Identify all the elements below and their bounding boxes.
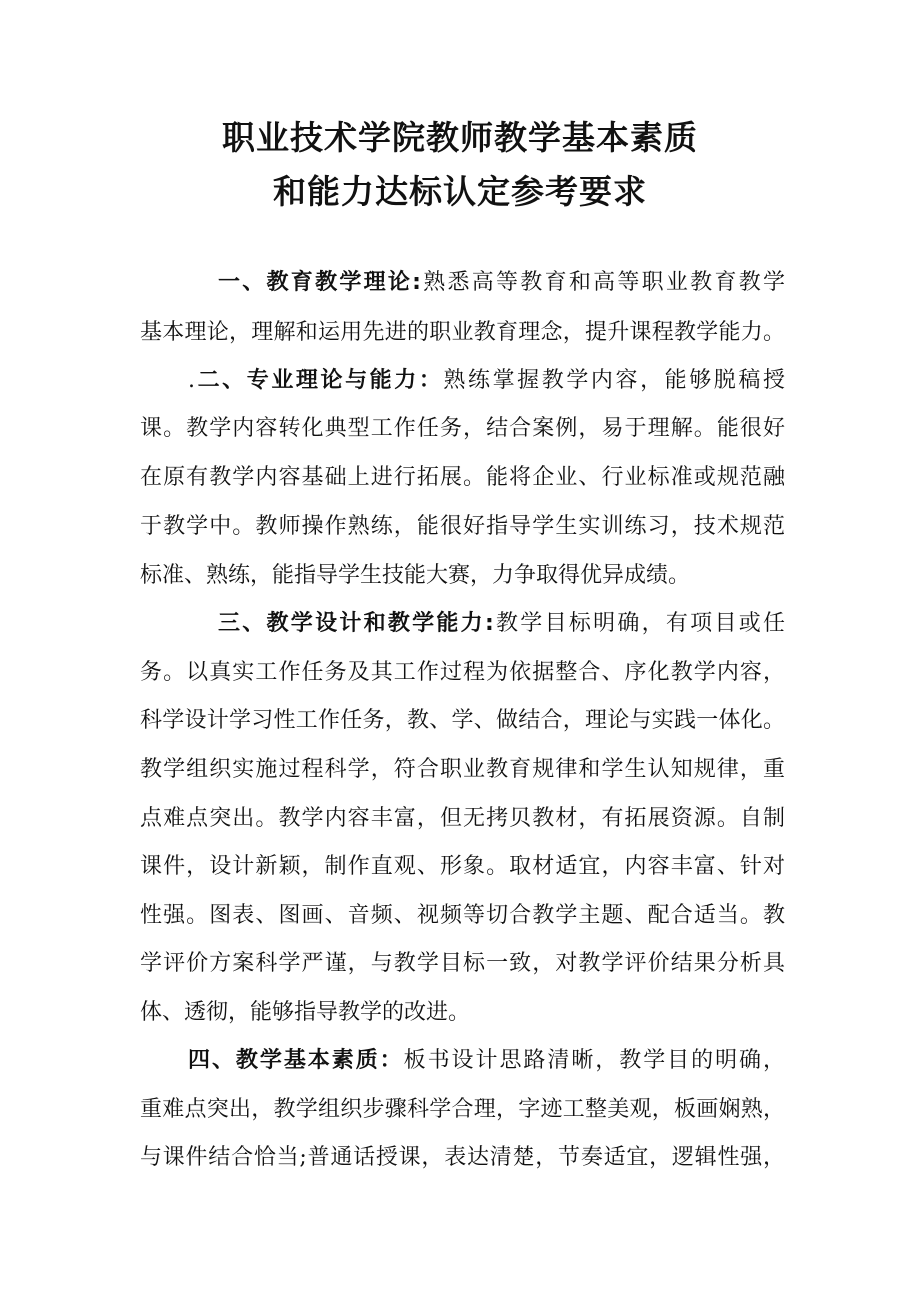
section-2-first-line: [140, 366, 785, 396]
section-2-line-3: 在原有教学内容基础上进行拓展。能将企业、行业标准或规范融: [140, 465, 785, 490]
section-3-line-9: 体、透彻，能够指导教学的改进。: [140, 1000, 471, 1025]
section-2-prefix-mark: .: [188, 368, 195, 393]
section-3-line-8: 学评价方案科学严谨，与教学目标一致，对教学评价结果分析具: [140, 951, 785, 976]
section-2-line-2: 课。教学内容转化典型工作任务，结合案例，易于理解。能很好: [140, 416, 785, 441]
section-4-line-2: 重难点突出，教学组织步骤科学合理，字迹工整美观，板画娴熟，: [140, 1097, 785, 1122]
document-title-line-1: 职业技术学院教师教学基本素质: [222, 118, 698, 157]
section-2-heading: 二、专业理论与能力：: [195, 368, 444, 393]
section-1-first-line: [140, 268, 785, 298]
section-3-line-7: 性强。图表、图画、音频、视频等切合教学主题、配合适当。教: [140, 903, 785, 928]
section-1-line-1: 熟悉高等教育和高等职业教育教学: [420, 270, 785, 295]
section-3-line-3: 科学设计学习性工作任务，教、学、做结合，理论与实践一体化。: [140, 708, 785, 733]
section-4-line-3: 与课件结合恰当;普通话授课，表达清楚，节奏适宜，逻辑性强，: [140, 1145, 785, 1170]
section-3-first-line: [140, 609, 785, 639]
section-3-line-1: 教学目标明确，有项目或任: [493, 611, 785, 636]
section-4-heading: 四、教学基本素质：: [188, 1048, 404, 1073]
section-3-line-5: 点难点突出。教学内容丰富，但无拷贝教材，有拓展资源。自制: [140, 806, 785, 831]
section-2-line-4: 于教学中。教师操作熟练，能很好指导学生实训练习，技术规范: [140, 514, 785, 539]
document-title-line-2: 和能力达标认定参考要求: [273, 172, 647, 211]
section-2-line-5: 标准、熟练，能指导学生技能大赛，力争取得优异成绩。: [140, 563, 691, 588]
section-3-line-2: 务。以真实工作任务及其工作过程为依据整合、序化教学内容，: [140, 660, 785, 685]
section-4-line-1: 板书设计思路清晰，教学目的明确，: [403, 1048, 785, 1073]
section-1-heading: 一、教育教学理论:: [218, 270, 421, 295]
section-4-first-line: [140, 1046, 785, 1076]
section-3-line-4: 教学组织实施过程科学，符合职业教育规律和学生认知规律，重: [140, 757, 785, 782]
section-3-heading: 三、教学设计和教学能力:: [218, 611, 494, 636]
section-2-line-1: 熟练掌握教学内容，能够脱稿授: [443, 368, 785, 393]
section-1-line-2: 基本理论，理解和运用先进的职业教育理念，提升课程教学能力。: [140, 320, 785, 345]
section-3-line-6: 课件，设计新颖，制作直观、形象。取材适宜，内容丰富、针对: [140, 854, 785, 879]
